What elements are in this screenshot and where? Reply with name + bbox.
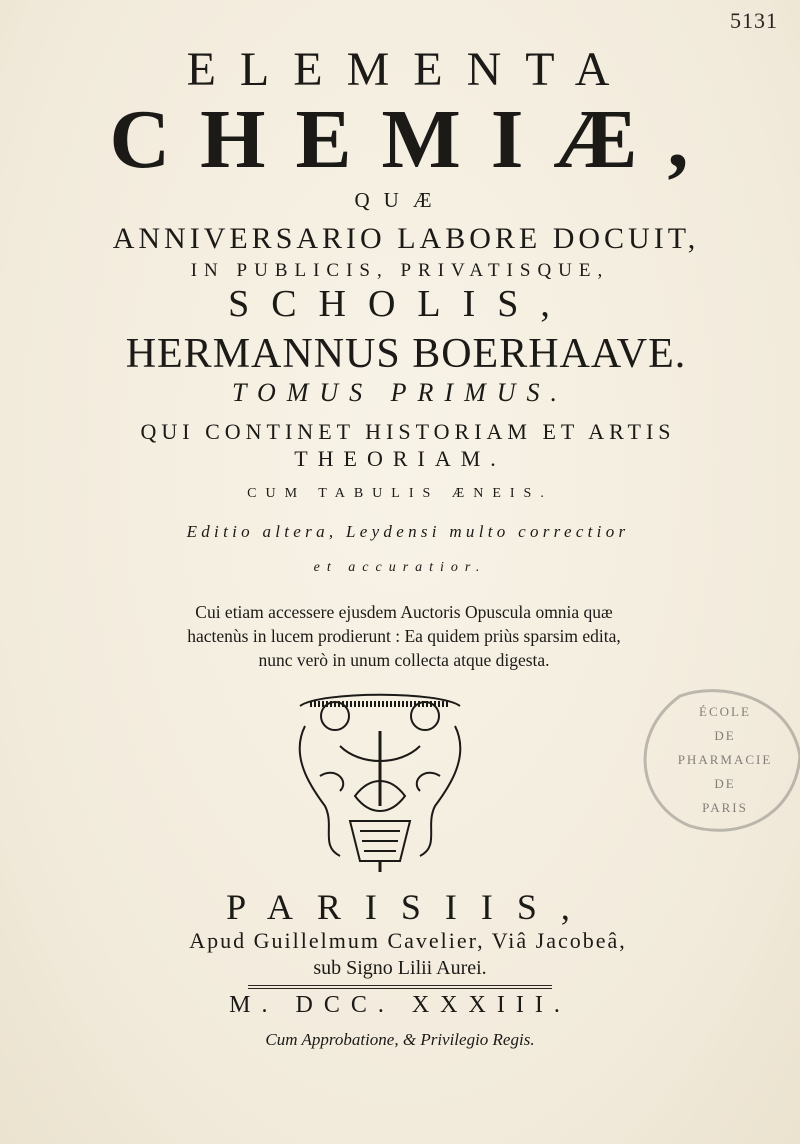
title-line-quae: QUÆ: [354, 188, 446, 212]
title-line-anniversario: ANNIVERSARIO LABORE DOCUIT,: [112, 222, 700, 255]
note-line-1: Cui etiam accessere ejusdem Auctoris Opuscula omnia quæ: [195, 602, 613, 622]
imprint-privilege: Cum Approbatione, & Privilegio Regis.: [265, 1030, 535, 1049]
imprint-city: PARISIIS,: [226, 887, 594, 927]
divider-rule-2: [248, 988, 552, 989]
title-line-scholis: SCHOLIS,: [228, 283, 572, 325]
author-name: HERMANNUS BOERHAAVE.: [125, 331, 687, 377]
title-line-in-publicis: IN PUBLICIS, PRIVATISQUE,: [190, 260, 610, 281]
stamp-line: PHARMACIE: [677, 752, 773, 767]
contents-line-1: QUI CONTINET HISTORIAM ET ARTIS: [140, 419, 676, 444]
title-line-elementa: ELEMENTA: [186, 43, 634, 96]
printers-ornament: [280, 686, 480, 872]
divider-rule: [248, 985, 552, 986]
stamp-text: [650, 700, 800, 820]
plates-line: CUM TABULIS ÆNEIS.: [247, 486, 553, 501]
stamp-line: PARIS: [702, 800, 748, 815]
title-line-chemiae: CHEMIÆ,: [109, 93, 719, 186]
note-line-2: hactenùs in lucem prodierunt : Ea quidem priùs sparsim edita,: [187, 626, 621, 646]
volume-label: TOMUS PRIMUS.: [231, 378, 569, 407]
edition-line-2: et accuratior.: [313, 560, 487, 575]
contents-line-2: THEORIAM.: [294, 446, 506, 471]
imprint-year: M. DCC. XXXIII.: [229, 992, 571, 1018]
stamp-line: DE: [714, 728, 736, 743]
imprint-publisher: Apud Guillelmum Cavelier, Viâ Jacobeâ,: [189, 928, 627, 953]
shelf-mark: 5131: [730, 8, 778, 33]
stamp-line: ÉCOLE: [699, 704, 751, 719]
stamp-line: DE: [714, 776, 736, 791]
edition-line-1: Editio altera, Leydensi multo correctior: [186, 522, 630, 541]
note-line-3: nunc verò in unum collecta atque digesta.: [258, 650, 550, 670]
imprint-sign: sub Signo Lilii Aurei.: [313, 957, 487, 979]
